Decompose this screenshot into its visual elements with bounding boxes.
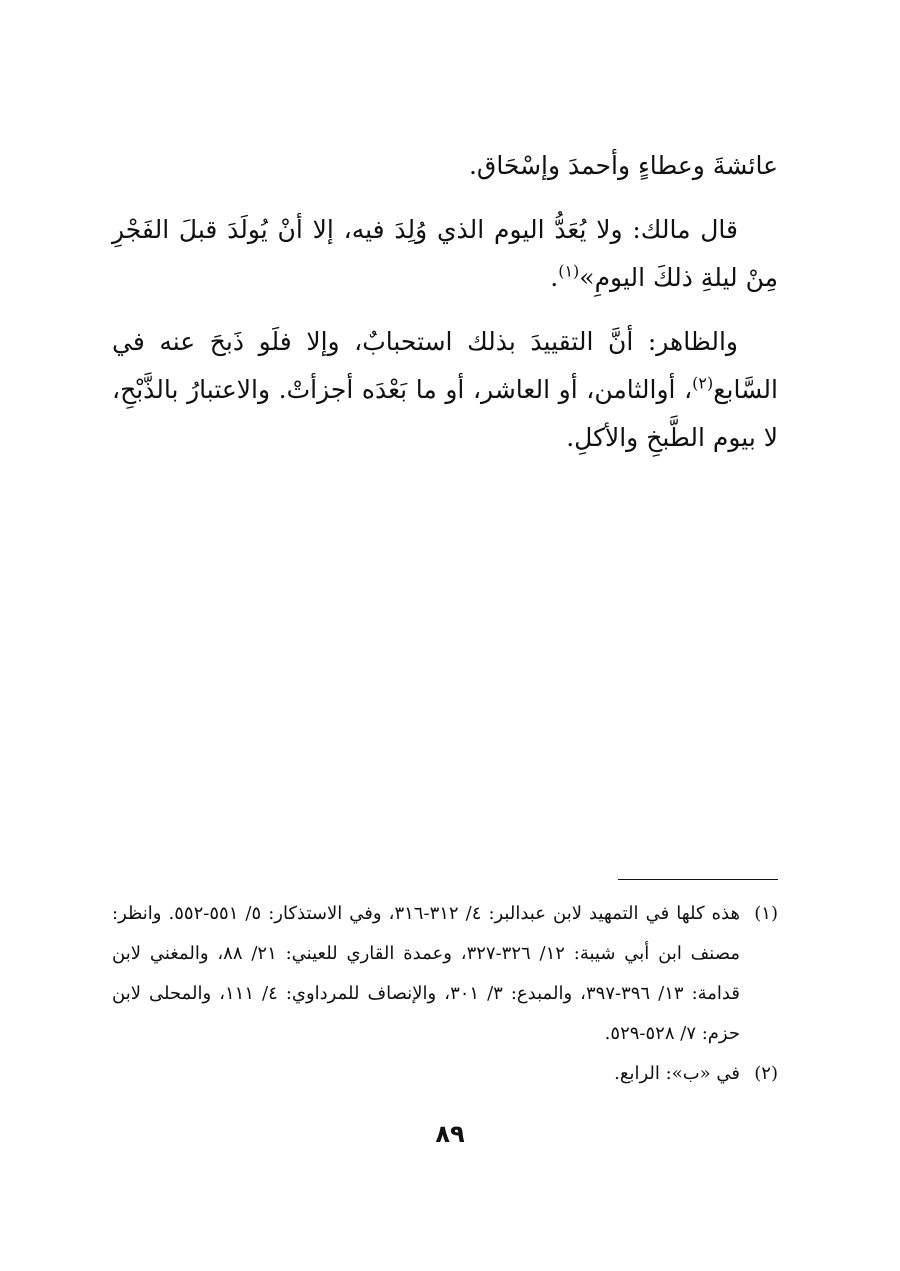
paragraph — [112, 318, 778, 462]
footnote-reference[interactable]: (١) — [558, 261, 580, 281]
footnotes — [112, 894, 778, 1094]
footnote-text: هذه كلها في التمهيد لابن عبدالبر: ٤/ ٣١٢-٣١٦، وفي الاستذكار: ٥/ ٥٥١-٥٥٢. وانظر: مصنف ابن أبي شيبة: ١٢/ ٣٢٦-٣٢٧، وعمدة القاري للعيني: ٢١/ ٨٨، والمغني لابن قدامة: ١٣/ ٣٩٦-٣٩٧، والمبدع: ٣/ ٣٠١، والإنصاف للمرداوي: ٤/ ١١١، والمحلى لابن حزم: ٧/ ٥٢٨-٥٢٩. — [112, 903, 740, 1044]
paragraph-text: ، أوالثامن، أو العاشر، أو ما بَعْدَه أجزأتْ. والاعتبارُ بالذَّبْحِ، لا بيوم الطَّبخِ والأكلِ. — [112, 375, 778, 452]
paragraph — [112, 142, 778, 190]
footnote — [112, 1054, 778, 1094]
paragraph — [112, 206, 778, 302]
footnote-number: (١) — [754, 903, 778, 924]
footnote-text: في «ب»: الرابع. — [614, 1063, 740, 1084]
footnote — [112, 894, 778, 1054]
paragraph-text: والظاهر: أنَّ التقييدَ بذلك استحبابٌ، وإلا فلَو ذَبحَ عنه في السَّابع — [112, 327, 778, 404]
paragraph-text: قال مالك: ولا يُعَدُّ اليوم الذي وُلِدَ فيه، إلا أنْ يُولَدَ قبلَ الفَجْرِ مِنْ ليلةِ ذلكَ اليومِ» — [112, 215, 778, 292]
main-text — [112, 142, 778, 462]
footnote-reference[interactable]: (٢) — [692, 373, 714, 393]
page-number: ٨٩ — [435, 1120, 465, 1148]
paragraph-text: عائشةَ وعطاءٍ وأحمدَ وإسْحَاق. — [468, 151, 778, 180]
footnote-number: (٢) — [754, 1063, 778, 1084]
paragraph-text: . — [550, 263, 559, 292]
footnote-separator — [618, 879, 778, 880]
